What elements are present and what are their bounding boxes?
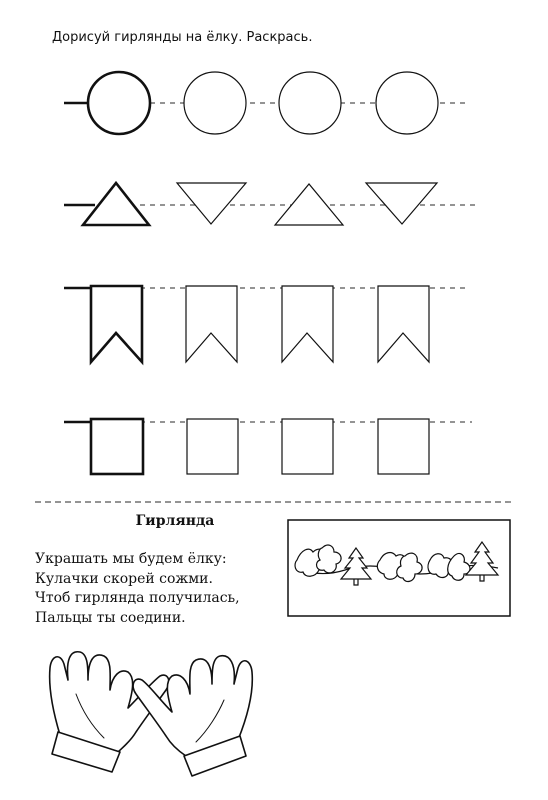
poem-text	[35, 550, 240, 628]
pennant-sample	[91, 286, 142, 362]
pennant-outline	[186, 286, 237, 362]
garland-picture	[288, 520, 510, 616]
poem-line: Украшать мы будем ёлку:	[35, 551, 227, 567]
triangle-down-outline	[177, 183, 246, 224]
poem-line: Чтоб гирлянда получилась,	[35, 590, 240, 606]
square-outline	[282, 419, 333, 474]
square-outline	[378, 419, 429, 474]
square-row	[64, 419, 472, 474]
circle-row	[64, 72, 470, 134]
triangle-row	[64, 183, 475, 225]
circle-sample	[88, 72, 150, 134]
square-sample	[91, 419, 143, 474]
poem-title: Гирлянда	[135, 513, 215, 529]
circle-outline	[279, 72, 341, 134]
pennant-row	[64, 286, 470, 362]
triangle-down-outline	[366, 183, 437, 224]
instruction-text: Дорисуй гирлянды на ёлку. Раскрась.	[52, 30, 313, 45]
pennant-outline	[282, 286, 333, 362]
circle-outline	[184, 72, 246, 134]
circle-outline	[376, 72, 438, 134]
poem-line: Пальцы ты соедини.	[35, 609, 186, 626]
pennant-outline	[378, 286, 429, 362]
poem-line: Кулачки скорей сожми.	[35, 570, 213, 587]
gloves-picture	[50, 652, 253, 776]
square-outline	[187, 419, 238, 474]
